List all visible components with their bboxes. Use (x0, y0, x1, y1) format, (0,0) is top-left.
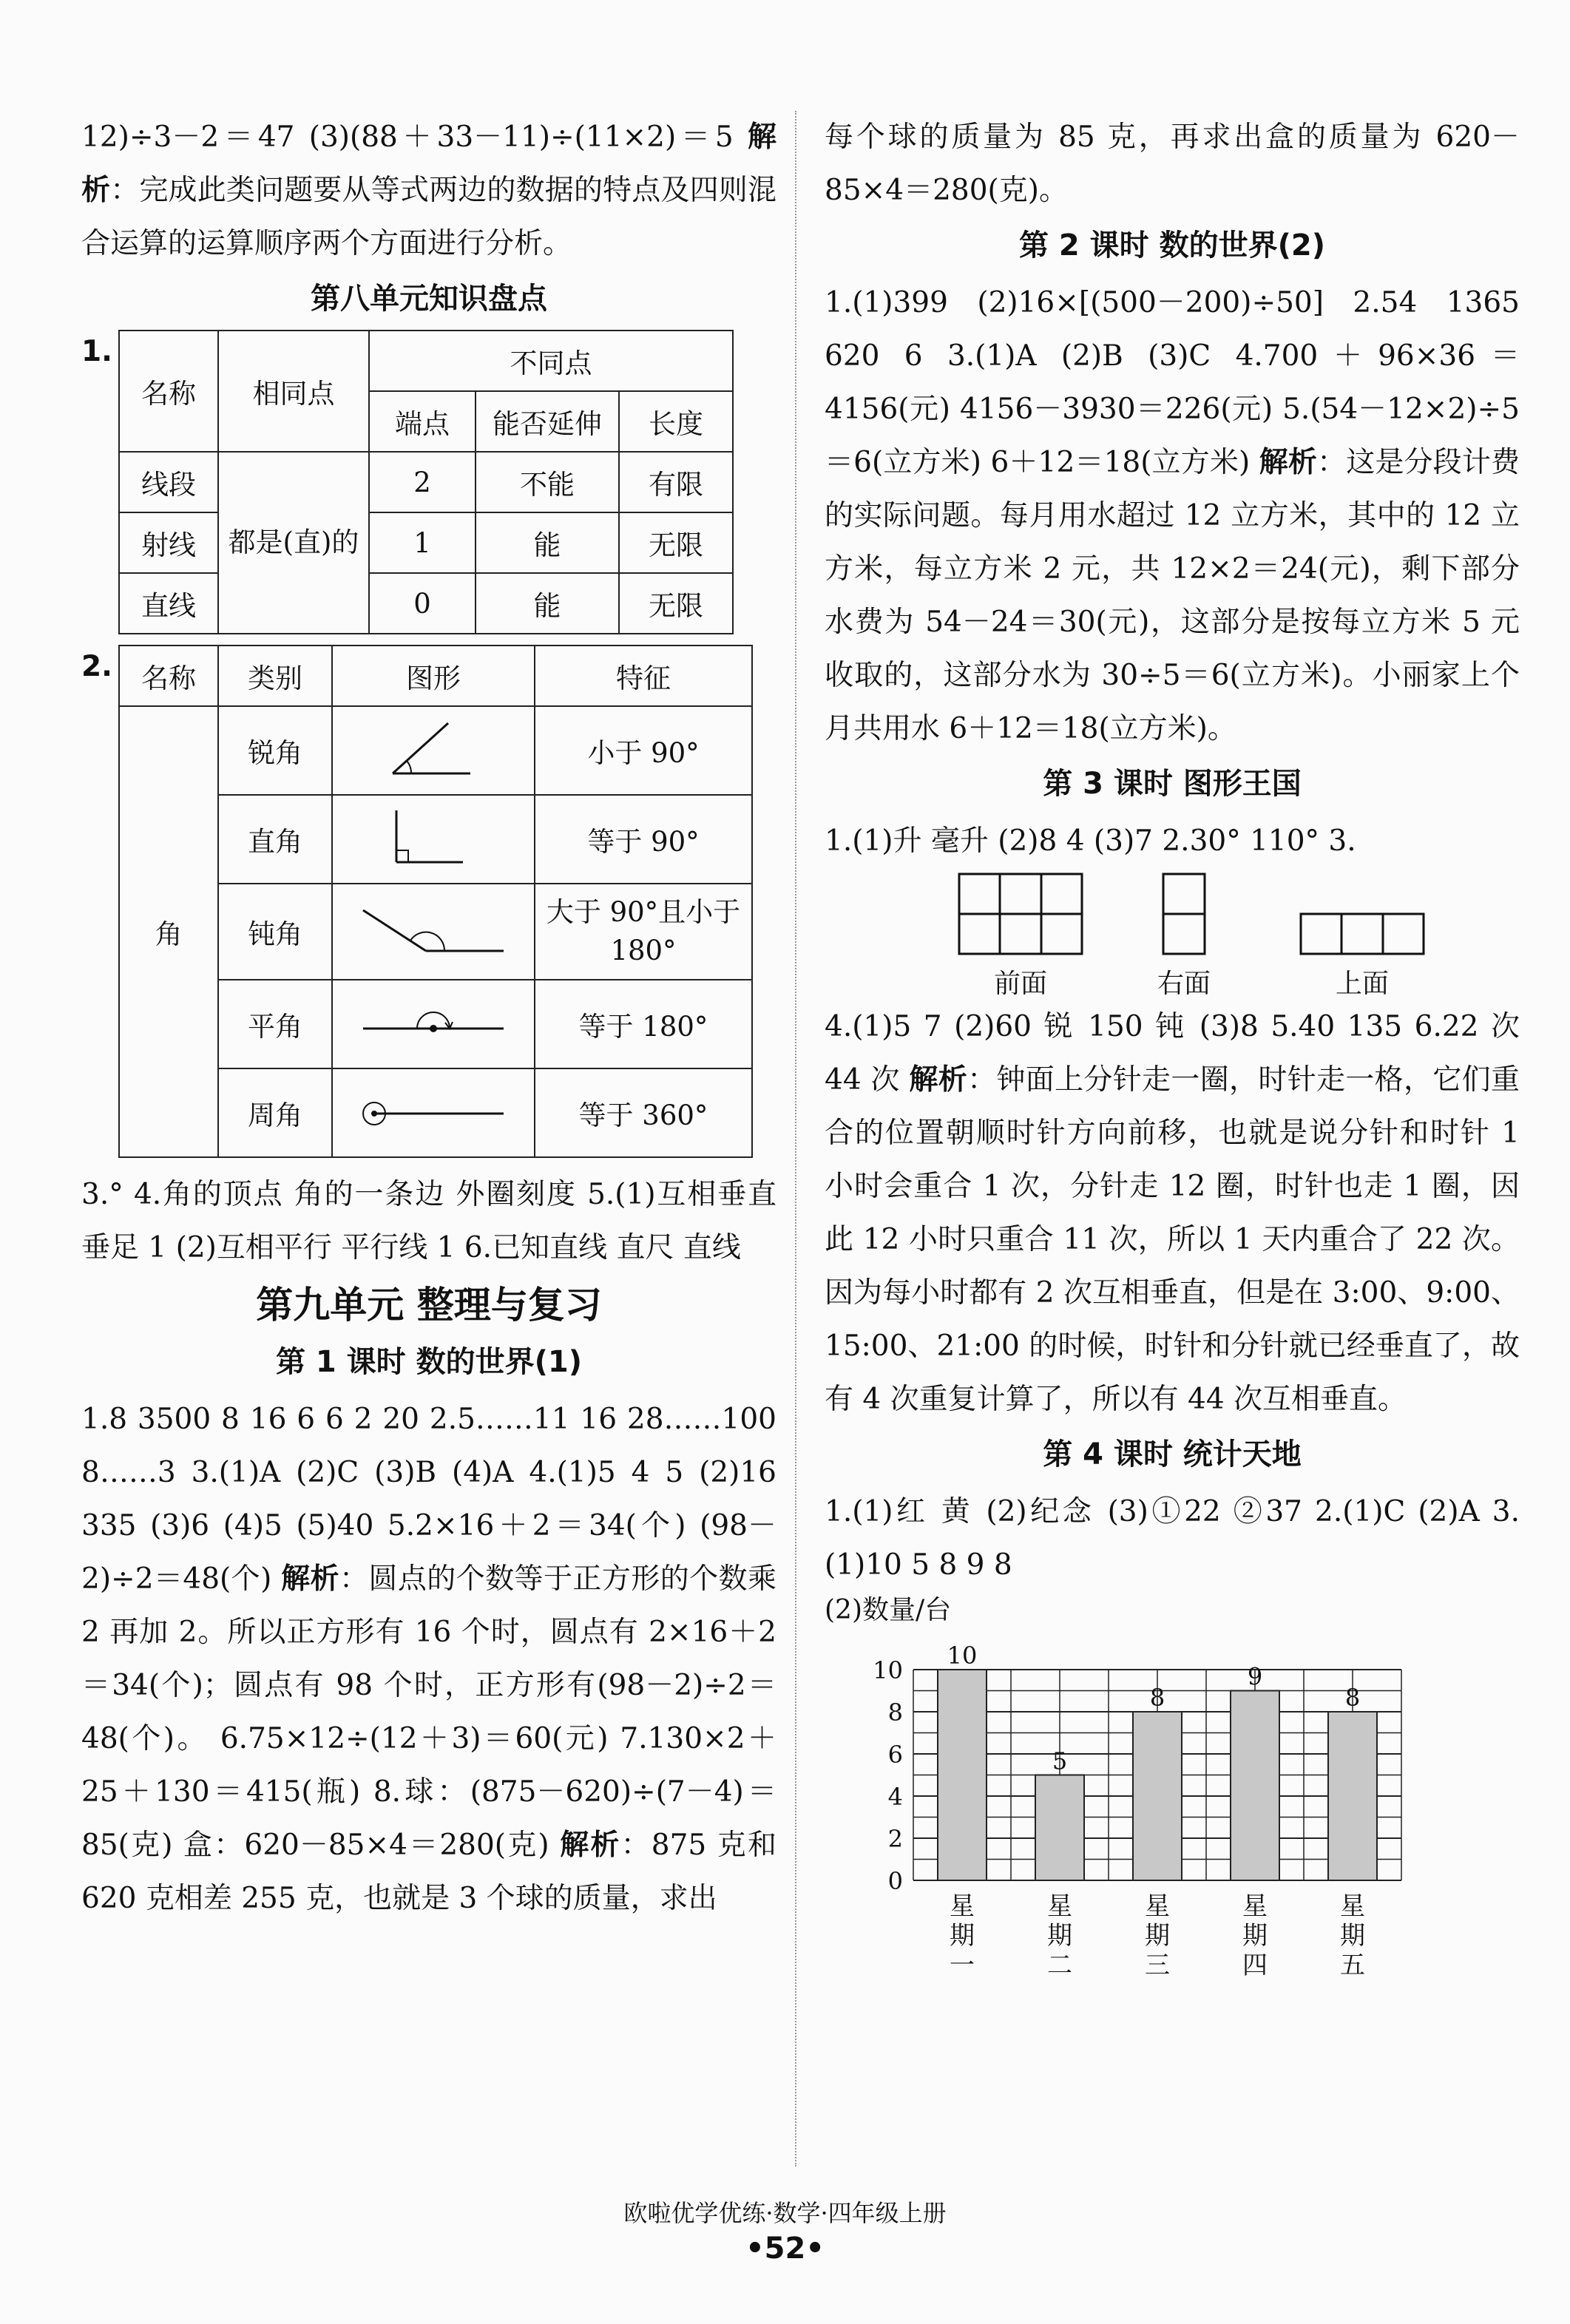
bar (938, 1670, 987, 1880)
t1-header-end: 端点 (369, 391, 476, 452)
t2-cell: 钝角 (218, 884, 332, 980)
right-column (825, 111, 1520, 2006)
t1-cell: 无限 (619, 573, 733, 634)
unit9-title: 第九单元 整理与复习 (256, 1284, 602, 1327)
acute-angle-figure (332, 706, 535, 795)
t2-cell: 锐角 (218, 706, 332, 795)
t1-header-same: 相同点 (218, 331, 369, 452)
table1-number: 1. (81, 335, 112, 368)
lesson3-title: 第 3 课时 图形王国 (1043, 767, 1302, 801)
t1-cell: 能 (476, 573, 619, 634)
lesson1-text-a: 1.8 3500 8 16 6 6 2 20 2.5……11 16 28……100 8……3 3.(1)A (2)C (3)B (4)A 4.(1)5 4 5 (2)16 335 (3)6 (4)5 (5)40 5.2×16＋2＝34(个) (98－2)÷2＝48(个) (81, 1403, 776, 1596)
t2-group: 角 (119, 706, 218, 1157)
x-category-label: 期 (1340, 1921, 1365, 1951)
obtuse-angle-figure (332, 884, 535, 980)
bar (1231, 1691, 1279, 1881)
table-row (119, 512, 733, 573)
t2-cell: 等于 90° (535, 795, 752, 884)
t1-header-diff: 不同点 (369, 331, 733, 391)
lesson2-text-a: 1.(1)399 (2)16×[(500－200)÷50] 2.54 1365 620 6 3.(1)A (2)B (3)C 4.700＋96×36＝4156(元) 4156－3930＝226(元) 5.(54－12×2)÷5＝6(立方米) 6＋12＝18(立方米) (825, 286, 1520, 479)
y-tick-label: 2 (887, 1825, 903, 1853)
t1-cell: 0 (369, 573, 476, 634)
angles-table (118, 645, 753, 1158)
lesson4-answers: 1.(1)红 黄 (2)纪念 (3)①22 ②37 2.(1)C (2)A 3.(1)10 5 8 9 8 (825, 1495, 1520, 1582)
lesson1-title: 第 1 课时 数的世界(1) (275, 1345, 582, 1379)
x-category-label: 三 (1145, 1951, 1170, 1980)
bar-chart (825, 1622, 1520, 2006)
unit8-title: 第八单元知识盘点 (311, 282, 547, 316)
analysis-label: 解析 (909, 1063, 968, 1097)
table-row (119, 452, 733, 512)
x-category-label: 星 (1047, 1891, 1072, 1921)
lesson3-text-b: 4.(1)5 7 (2)60 锐 150 钝 (3)8 5.40 135 6.22 次 44 次 (825, 1010, 1520, 1097)
x-category-label: 期 (950, 1921, 975, 1951)
bar-value-label: 9 (1247, 1662, 1263, 1691)
t1-cell: 1 (369, 512, 476, 573)
continued-text: 每个球的质量为 85 克，再求出盒的质量为 620－85×4＝280(克)。 (825, 121, 1520, 207)
t1-cell: 直线 (119, 573, 218, 634)
t2-cell: 平角 (218, 980, 332, 1068)
lesson1-text-b: ：圆点的个数等于正方形的个数乘 2 再加 2。所以正方形有 16 个时，圆点有 2×16＋2＝34(个)；圆点有 98 个时，正方形有(98－2)÷2＝48(个)。 6.75×12÷(12＋3)＝60(元) 7.130×2＋25＋130＝415(瓶) 8.球：(875－620)÷(7－4)＝85(克) 盒：620－85×4＝280(克) (81, 1562, 776, 1862)
front-view (958, 873, 1083, 1000)
t2-cell: 周角 (218, 1068, 332, 1157)
lines-table (118, 330, 734, 634)
full-angle-figure (332, 1068, 535, 1157)
q3-q6-answers: 3.° 4.角的顶点 角的一条边 外圈刻度 5.(1)互相垂直 垂足 1 (2)互相平行 平行线 1 6.已知直线 直尺 直线 (81, 1178, 776, 1264)
table1-block (81, 330, 776, 634)
front-view-label: 前面 (993, 969, 1047, 999)
page-number: •52• (745, 2232, 825, 2266)
x-category-label: 二 (1047, 1951, 1072, 1980)
bar-value-label: 5 (1052, 1747, 1068, 1775)
t2-header-shape: 图形 (332, 646, 535, 706)
t2-cell: 直角 (218, 795, 332, 884)
top-view (1299, 873, 1425, 1000)
lesson2-title: 第 2 课时 数的世界(2) (1018, 228, 1325, 262)
t1-cell: 2 (369, 452, 476, 512)
bar-value-label: 10 (947, 1642, 978, 1670)
t2-cell: 大于 90°且小于 180° (535, 884, 752, 980)
t1-cell: 不能 (476, 452, 619, 512)
x-category-label: 期 (1047, 1921, 1072, 1951)
chart-ylabel: 数量/台 (862, 1595, 952, 1625)
t2-cell: 等于 360° (535, 1068, 752, 1157)
lesson2-answers (825, 277, 1520, 756)
intro-text: 12)÷3－2＝47 (3)(88＋33－11)÷(11×2)＝5 (81, 121, 748, 154)
analysis-label: 解析 (1259, 446, 1318, 479)
three-views (825, 873, 1520, 1000)
lesson1-answers (81, 1393, 776, 1925)
bar (1133, 1712, 1182, 1880)
intro-paragraph (81, 111, 776, 271)
analysis-label: 解析 (81, 121, 776, 207)
x-category-label: 四 (1242, 1951, 1268, 1980)
t1-same-value: 都是(直)的 (218, 452, 369, 634)
x-category-label: 星 (950, 1891, 975, 1921)
t1-cell: 线段 (119, 452, 218, 512)
right-view-label: 右面 (1157, 969, 1211, 999)
top-view-label: 上面 (1336, 969, 1390, 999)
table2-number: 2. (81, 650, 112, 683)
lesson1-text-c: ：875 克和 620 克相差 255 克，也就是 3 个球的质量，求出 (81, 1829, 776, 1915)
lesson3-text-c: ：钟面上分针走一圈，时针走一格，它们重合的位置朝顺时针方向前移，也就是说分针和时针 1 小时会重合 1 次，分针走 12 圈，时针也走 1 圈，因此 12 小时只重合 11 次，所以 1 天内重合了 22 次。因为每小时都有 2 次互相垂直，但是在 3:00、9:00、15:00、21:00 的时候，时针和分针就已经垂直了，故有 4 次重复计算了，所以有 44 次互相垂直。 (825, 1063, 1520, 1416)
lesson2-text-b: ：这是分段计费的实际问题。每月用水超过 12 立方米，其中的 12 立方米，每立方米 2 元，共 12×2＝24(元)，剩下部分水费为 54－24＝30(元)，这部分是按每立方米 5 元收取的，这部分水为 30÷5＝6(立方米)。小丽家上个月共用水 6＋12＝18(立方米)。 (825, 446, 1520, 745)
t2-header-feat: 特征 (535, 646, 752, 706)
lesson3-answers-b (825, 1000, 1520, 1426)
x-category-label: 一 (950, 1951, 975, 1980)
y-tick-label: 0 (887, 1867, 903, 1895)
x-category-label: 星 (1145, 1891, 1170, 1921)
column-divider (795, 111, 796, 2167)
table2-block (81, 645, 776, 1158)
lesson3-answers-a: 1.(1)升 毫升 (2)8 4 (3)7 2.30° 110° 3. (825, 824, 1356, 858)
t1-header-name: 名称 (119, 331, 218, 452)
y-tick-label: 8 (887, 1698, 903, 1727)
t2-header-name: 名称 (119, 646, 218, 706)
x-category-label: 星 (1242, 1891, 1268, 1921)
right-view (1157, 873, 1211, 1000)
t1-header-extend: 能否延伸 (476, 391, 619, 452)
straight-angle-figure (332, 980, 535, 1068)
t1-cell: 有限 (619, 452, 733, 512)
bar (1328, 1712, 1377, 1880)
x-category-label: 期 (1242, 1921, 1268, 1951)
analysis-label: 解析 (281, 1562, 339, 1596)
y-tick-label: 6 (887, 1741, 903, 1769)
y-tick-label: 4 (887, 1783, 903, 1811)
intro-analysis: ：完成此类问题要从等式两边的数据的特点及四则混合运算的运算顺序两个方面进行分析。 (81, 174, 776, 260)
y-tick-label: 10 (873, 1656, 903, 1684)
chart-prefix: (2) (825, 1595, 862, 1625)
t2-cell: 等于 180° (535, 980, 752, 1068)
x-category-label: 五 (1340, 1951, 1365, 1980)
footer-text: 欧啦优学优练·数学·四年级上册 (623, 2199, 947, 2227)
right-angle-figure (332, 795, 535, 884)
lesson4-title: 第 4 课时 统计天地 (1043, 1437, 1302, 1471)
analysis-label: 解析 (560, 1829, 621, 1862)
table-row (119, 706, 752, 795)
t1-cell: 射线 (119, 512, 218, 573)
t2-cell: 小于 90° (535, 706, 752, 795)
bar-value-label: 8 (1344, 1684, 1361, 1712)
x-category-label: 星 (1340, 1891, 1365, 1921)
table-row (119, 573, 733, 634)
bar (1035, 1775, 1084, 1881)
t1-cell: 无限 (619, 512, 733, 573)
left-column (81, 111, 776, 1925)
chart-block (825, 1592, 1520, 2006)
t2-header-type: 类别 (218, 646, 332, 706)
bar-value-label: 8 (1149, 1684, 1165, 1712)
x-category-label: 期 (1145, 1921, 1170, 1951)
t1-cell: 能 (476, 512, 619, 573)
t1-header-len: 长度 (619, 391, 733, 452)
